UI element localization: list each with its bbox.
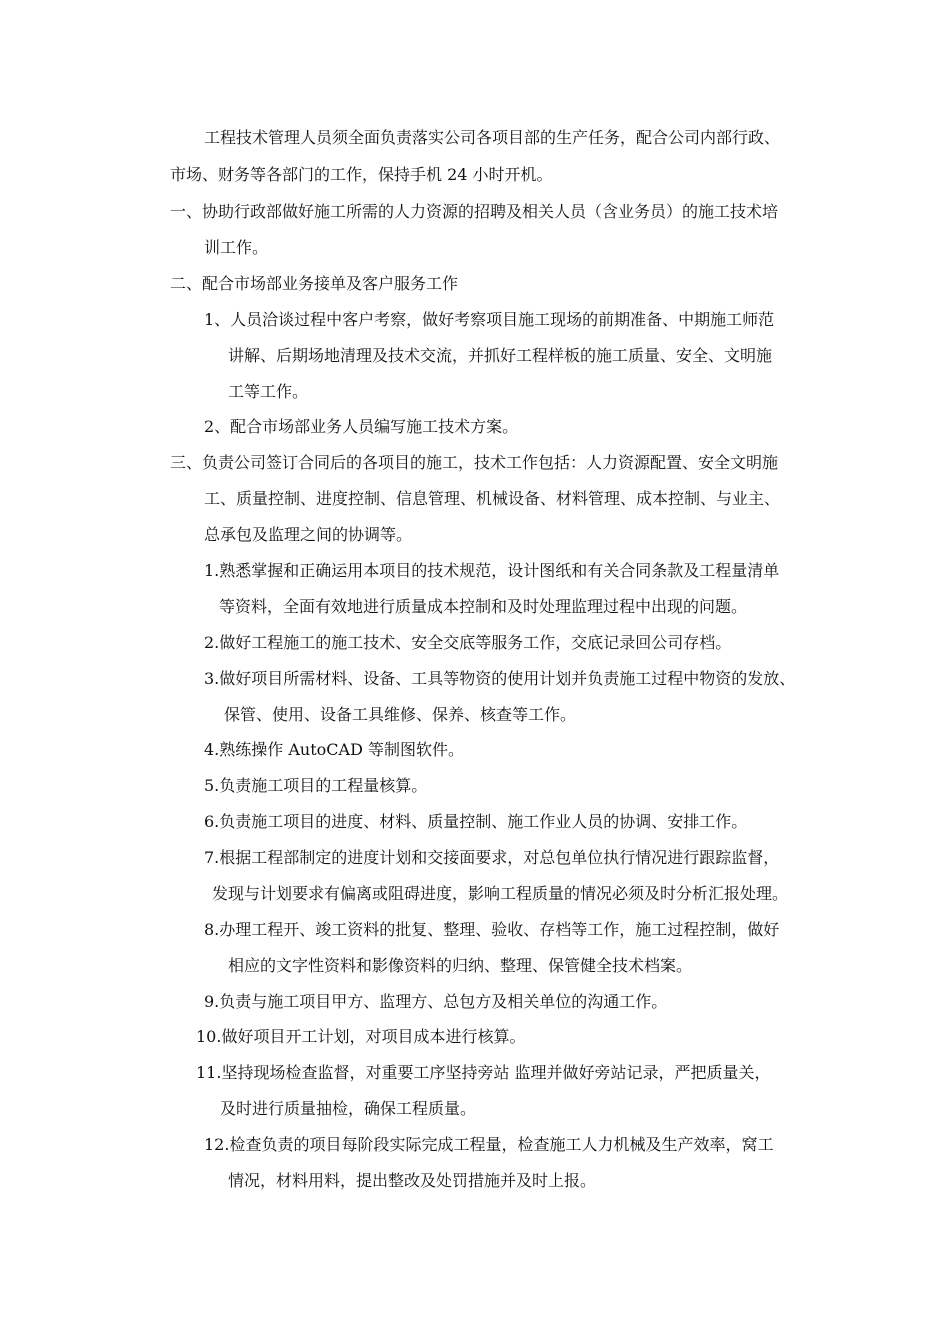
section-3-heading-cont: 工、质量控制、进度控制、信息管理、机械设备、材料管理、成本控制、与业主、 bbox=[204, 489, 781, 508]
intro-line-2: 市场、财务等各部门的工作，保持手机 24 小时开机。 bbox=[170, 165, 553, 184]
section-3-heading-cont: 总承包及监理之间的协调等。 bbox=[204, 525, 413, 544]
section-2-item-1: 1、人员洽谈过程中客户考察，做好考察项目施工现场的前期准备、中期施工师范 bbox=[204, 310, 775, 329]
section-2-item-2: 2、配合市场部业务人员编写施工技术方案。 bbox=[204, 417, 519, 436]
section-3-item-10: 10.做好项目开工计划，对项目成本进行核算。 bbox=[196, 1027, 526, 1046]
section-3-item-1: 1.熟悉掌握和正确运用本项目的技术规范，设计图纸和有关合同条款及工程量清单 bbox=[204, 561, 780, 580]
section-2-item-1-cont: 工等工作。 bbox=[228, 382, 309, 401]
section-3-item-6: 6.负责施工项目的进度、材料、质量控制、施工作业人员的协调、安排工作。 bbox=[204, 812, 748, 831]
section-3-item-8: 8.办理工程开、竣工资料的批复、整理、验收、存档等工作，施工过程控制，做好 bbox=[204, 920, 780, 939]
section-3-item-3-cont: 保管、使用、设备工具维修、保养、核查等工作。 bbox=[224, 705, 577, 724]
section-3-item-2: 2.做好工程施工的施工技术、安全交底等服务工作，交底记录回公司存档。 bbox=[204, 633, 732, 652]
section-3-item-11: 11.坚持现场检查监督，对重要工序坚持旁站 监理并做好旁站记录，严把质量关， bbox=[196, 1063, 771, 1082]
section-3-item-8-cont: 相应的文字性资料和影像资料的归纳、整理、保管健全技术档案。 bbox=[228, 956, 693, 975]
section-3-item-12-cont: 情况，材料用料，提出整改及处罚措施并及时上报。 bbox=[228, 1171, 597, 1190]
section-3-item-7-cont: 发现与计划要求有偏离或阻碍进度，影响工程质量的情况必须及时分析汇报处理。 bbox=[212, 884, 789, 903]
section-3-item-9: 9.负责与施工项目甲方、监理方、总包方及相关单位的沟通工作。 bbox=[204, 992, 668, 1011]
section-3-item-11-cont: 及时进行质量抽检，确保工程质量。 bbox=[220, 1099, 477, 1118]
section-3-item-5: 5.负责施工项目的工程量核算。 bbox=[204, 776, 428, 795]
intro-line-1: 工程技术管理人员须全面负责落实公司各项目部的生产任务，配合公司内部行政、 bbox=[204, 128, 781, 147]
section-2-heading: 二、配合市场部业务接单及客户服务工作 bbox=[170, 274, 459, 293]
section-3-item-7: 7.根据工程部制定的进度计划和交接面要求，对总包单位执行情况进行跟踪监督， bbox=[204, 848, 780, 867]
section-3-item-12: 12.检查负责的项目每阶段实际完成工程量，检查施工人力机械及生产效率，窝工 bbox=[204, 1135, 774, 1154]
section-3-item-4: 4.熟练操作 AutoCAD 等制图软件。 bbox=[204, 740, 464, 759]
section-1-cont: 训工作。 bbox=[204, 238, 269, 257]
section-3-item-1-cont: 等资料，全面有效地进行质量成本控制和及时处理监理过程中出现的问题。 bbox=[219, 597, 748, 616]
section-2-item-1-cont: 讲解、后期场地清理及技术交流，并抓好工程样板的施工质量、安全、文明施 bbox=[228, 346, 773, 365]
section-3-heading: 三、负责公司签订合同后的各项目的施工，技术工作包括：人力资源配置、安全文明施 bbox=[170, 453, 779, 472]
section-3-item-3: 3.做好项目所需材料、设备、工具等物资的使用计划并负责施工过程中物资的发放、 bbox=[204, 669, 796, 688]
section-1-heading: 一、协助行政部做好施工所需的人力资源的招聘及相关人员（含业务员）的施工技术培 bbox=[170, 202, 779, 221]
